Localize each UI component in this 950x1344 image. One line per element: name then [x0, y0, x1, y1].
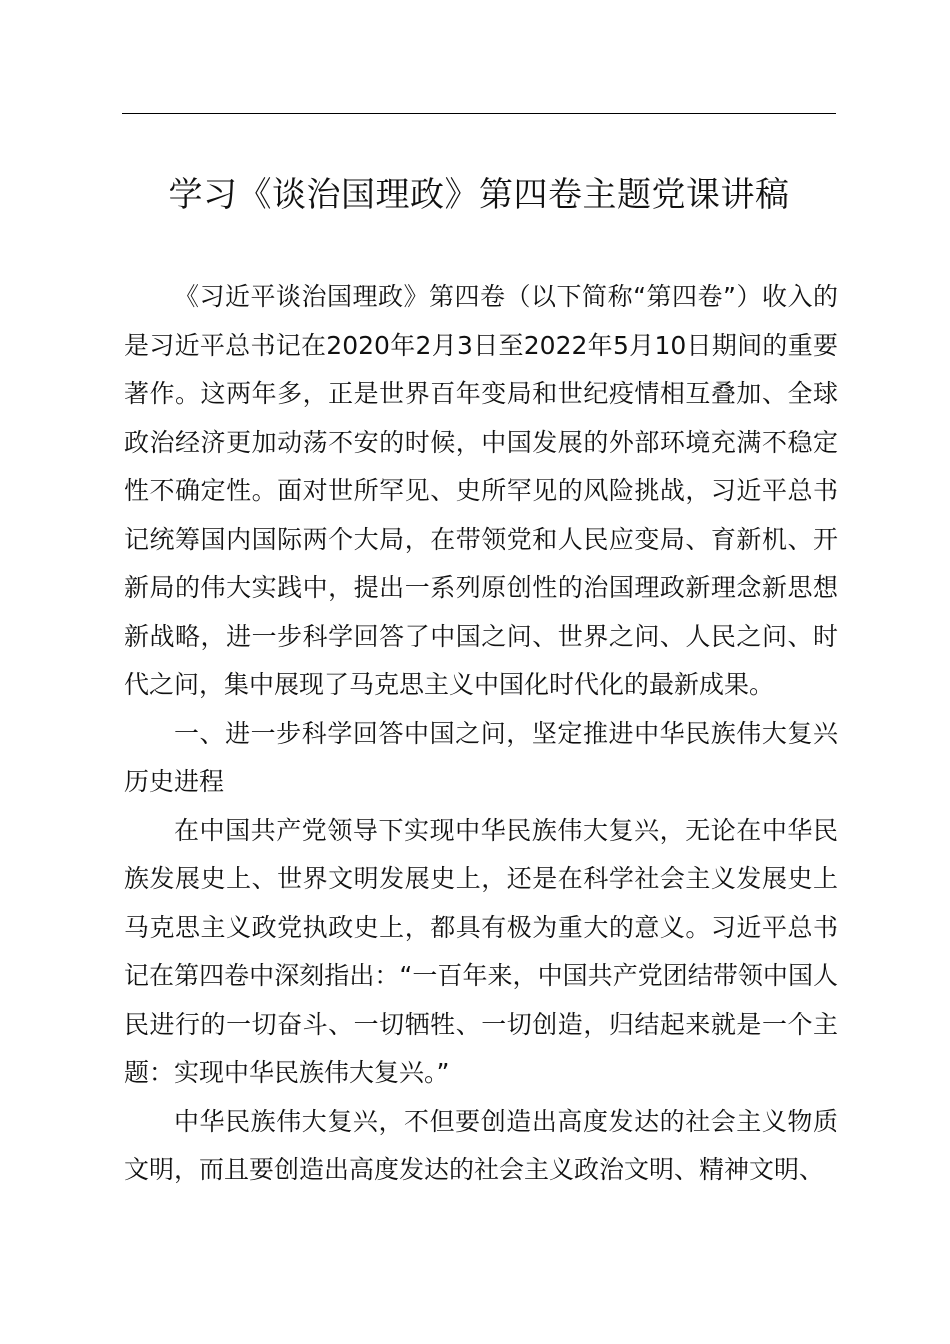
paragraph-intro: 《习近平谈治国理政》第四卷（以下简称“第四卷”）收入的是习近平总书记在2020年2月3日至2022年5月10日期间的重要著作。这两年多，正是世界百年变局和世纪疫情相互叠加、全球政治经济更加动荡不安的时候，中国发展的外部环境充满不稳定性不确定性。面对世所罕见、史所罕见的风险挑战，习近平总书记统筹国内国际两个大局，在带领党和人民应变局、育新机、开新局的伟大实践中，提出一系列原创性的治国理政新理念新思想新战略，进一步科学回答了中国之问、世界之问、人民之问、时代之问，集中展现了马克思主义中国化时代化的最新成果。: [124, 282, 838, 699]
page-title: 学习《谈治国理政》第四卷主题党课讲稿: [168, 175, 790, 215]
document-body: [124, 273, 838, 1195]
section-heading-1: 一、进一步科学回答中国之问，坚定推进中华民族伟大复兴历史进程: [124, 718, 838, 796]
header-rule: [122, 113, 836, 114]
paragraph-section-1-continued: 中华民族伟大复兴，不但要创造出高度发达的社会主义物质文明，而且要创造出高度发达的社会主义政治文明、精神文明、: [124, 1106, 838, 1184]
paragraph-section-1: 在中国共产党领导下实现中华民族伟大复兴，无论在中华民族发展史上、世界文明发展史上，还是在科学社会主义发展史上马克思主义政党执政史上，都具有极为重大的意义。习近平总书记在第四卷中深刻指出：“一百年来，中国共产党团结带领中国人民进行的一切奋斗、一切牺牲、一切创造，归结起来就是一个主题：实现中华民族伟大复兴。”: [124, 815, 838, 1087]
